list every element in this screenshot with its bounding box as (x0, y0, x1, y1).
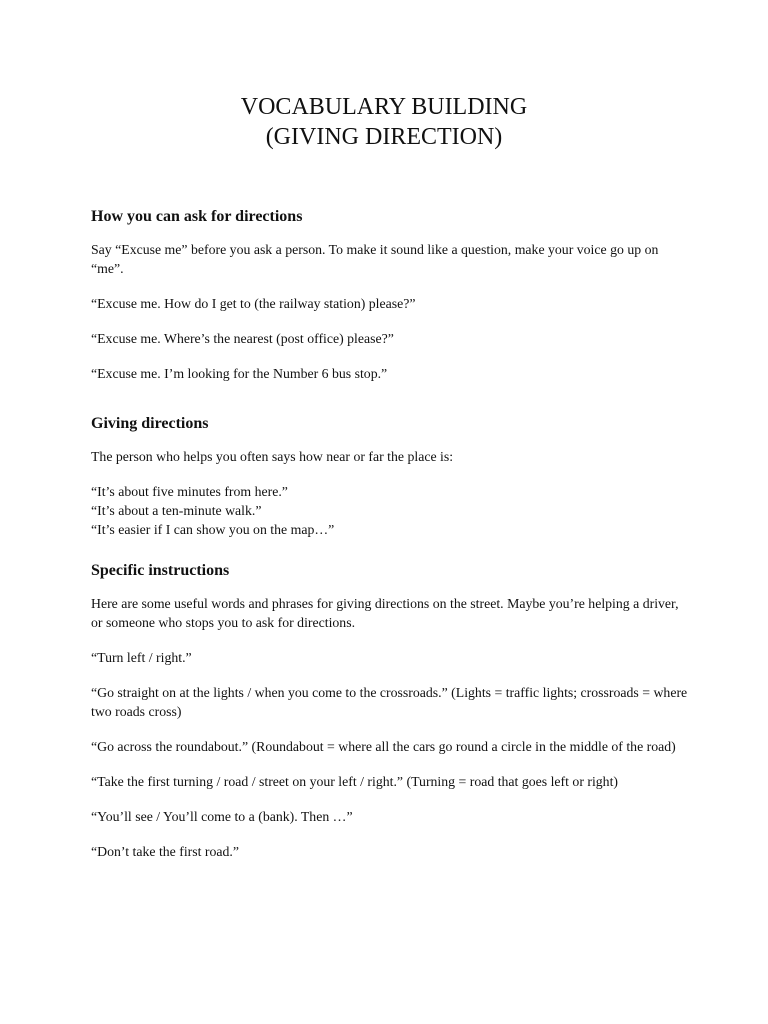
section-heading: Specific instructions (91, 562, 230, 579)
section-giving-directions (91, 413, 691, 539)
paragraph: The person who helps you often says how near or far the place is: (91, 449, 454, 464)
document-body (91, 206, 691, 877)
section-ask-directions (91, 206, 691, 383)
title-line-2: (GIVING DIRECTION) (265, 124, 503, 150)
paragraph: Here are some useful words and phrases for giving directions on the street. Maybe you’re helping a driver, or someone who stops you to ask for directions. (91, 596, 679, 630)
section-spacer (91, 399, 691, 413)
section-specific-instructions (91, 560, 691, 861)
paragraph: “Excuse me. Where’s the nearest (post office) please?” (91, 331, 394, 346)
paragraph: “You’ll see / You’ll come to a (bank). Then …” (91, 809, 353, 824)
section-heading: How you can ask for directions (91, 208, 303, 225)
document-title (0, 92, 768, 152)
paragraph: “Don’t take the first road.” (91, 844, 240, 859)
paragraph: “Turn left / right.” (91, 650, 192, 665)
paragraph: “Go across the roundabout.” (Roundabout = where all the cars go round a circle in the middle of the road) (91, 739, 676, 754)
section-heading: Giving directions (91, 415, 209, 432)
quote-line: “It’s easier if I can show you on the map…” (91, 522, 335, 537)
paragraph: “Excuse me. How do I get to (the railway station) please?” (91, 296, 416, 311)
quote-line: “It’s about five minutes from here.” (91, 484, 288, 499)
quote-line: “It’s about a ten-minute walk.” (91, 503, 262, 518)
paragraph: “Go straight on at the lights / when you come to the crossroads.” (Lights = traffic lights; crossroads = where two roads cross) (91, 685, 688, 719)
title-line-1: VOCABULARY BUILDING (240, 94, 528, 120)
paragraph: “Excuse me. I’m looking for the Number 6 bus stop.” (91, 366, 388, 381)
section-spacer (91, 539, 691, 560)
paragraph: “Take the first turning / road / street on your left / right.” (Turning = road that goes left or right) (91, 774, 619, 789)
paragraph: Say “Excuse me” before you ask a person. To make it sound like a question, make your voice go up on “me”. (91, 242, 659, 276)
